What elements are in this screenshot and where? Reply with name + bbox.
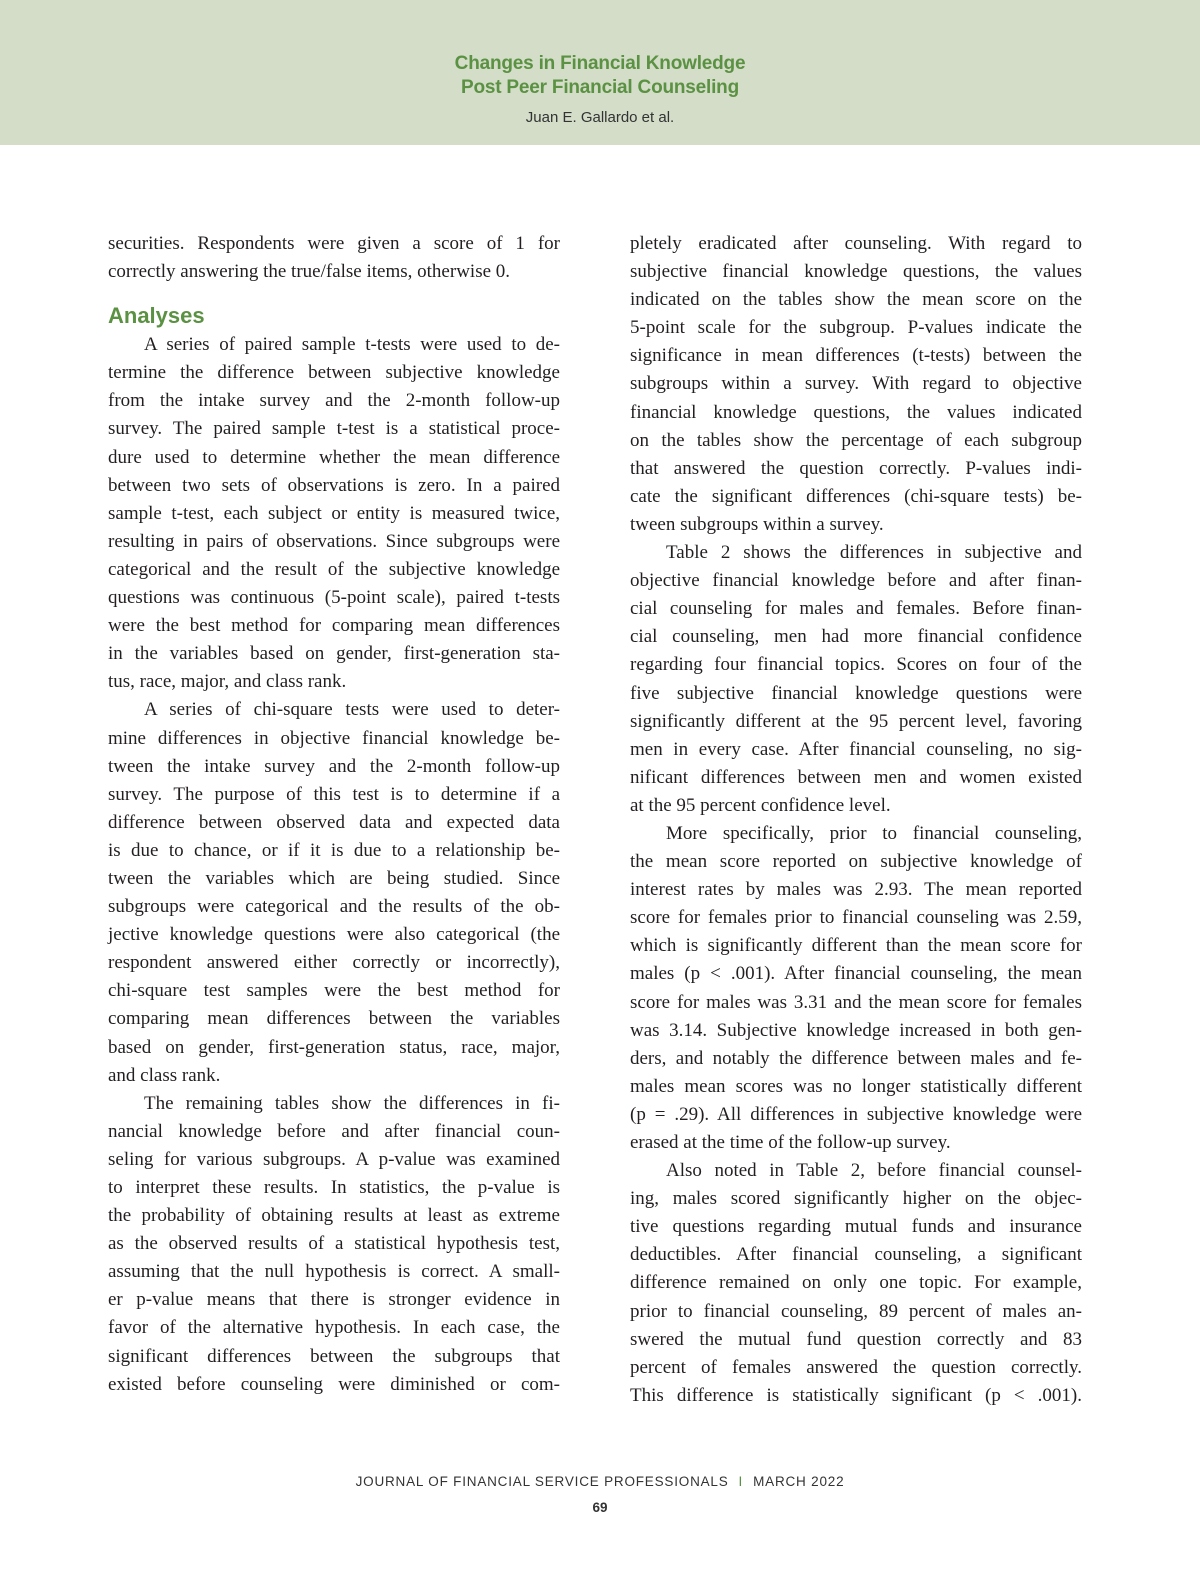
text-line: significance in mean differences (t-tests) between the — [630, 345, 1082, 367]
text-line: dure used to determine whether the mean difference — [108, 446, 560, 468]
text-line: sample t-test, each subject or entity is measured twice, — [108, 502, 560, 524]
text-line: based on gender, first-generation status, race, major, — [108, 1036, 560, 1058]
text-line: was 3.14. Subjective knowledge increased in both gen- — [630, 1019, 1082, 1041]
text-line: which is significantly different than the mean score for — [630, 935, 1082, 957]
left-column — [108, 230, 560, 1399]
text-line: comparing mean differences between the variables — [108, 1008, 560, 1030]
text-line: jective knowledge questions were also categorical (the — [108, 924, 560, 946]
paragraph-gap — [108, 286, 560, 300]
text-line: termine the difference between subjective knowledge — [108, 362, 560, 384]
text-line: subgroups were categorical and the results of the ob- — [108, 896, 560, 918]
text-line: is due to chance, or if it is due to a relationship be- — [108, 839, 560, 861]
text-line: interest rates by males was 2.93. The mean reported — [630, 879, 1082, 901]
text-line: Table 2 shows the differences in subjective and — [666, 542, 1082, 564]
text-line: This difference is statistically significant (p < .001). — [630, 1384, 1082, 1406]
text-line: Also noted in Table 2, before financial counsel- — [666, 1160, 1082, 1182]
text-line: significantly different at the 95 percent level, favoring — [630, 710, 1082, 732]
text-line: seling for various subgroups. A p-value was examined — [108, 1148, 560, 1170]
text-line: survey. The purpose of this test is to determine if a — [108, 783, 560, 805]
text-line: percent of females answered the question correctly. — [630, 1356, 1082, 1378]
text-line: in the variables based on gender, first-generation sta- — [108, 643, 560, 665]
text-line: as the observed results of a statistical hypothesis test, — [108, 1233, 560, 1255]
text-line: tus, race, major, and class rank. — [108, 671, 347, 693]
text-line: nancial knowledge before and after financial coun- — [108, 1120, 560, 1142]
text-line: securities. Respondents were given a score of 1 for — [108, 233, 560, 254]
text-line: significant differences between the subgroups that — [108, 1345, 560, 1367]
text-line: ing, males scored significantly higher on the objec- — [630, 1188, 1082, 1210]
text-line: to interpret these results. In statistics, the p-value is — [108, 1177, 560, 1198]
text-line: existed before counseling were diminished or com- — [108, 1373, 560, 1395]
text-line: cial counseling, men had more financial confidence — [630, 626, 1082, 648]
text-line: More specifically, prior to financial counseling, — [666, 822, 1082, 844]
article-title-line-2: Post Peer Financial Counseling — [460, 77, 739, 98]
text-line: financial knowledge questions, the values indicated — [630, 401, 1082, 423]
text-line: tween subgroups within a survey. — [630, 513, 884, 535]
text-line: subgroups within a survey. With regard to objective — [630, 373, 1082, 395]
text-line: between two sets of observations is zero. In a paired — [108, 474, 560, 496]
text-line: pletely eradicated after counseling. With regard to — [630, 233, 1082, 254]
text-line: assuming that the null hypothesis is correct. A small- — [108, 1261, 560, 1283]
text-line: regarding four financial topics. Scores on four of the — [630, 654, 1082, 676]
text-line: the probability of obtaining results at least as extreme — [108, 1205, 560, 1227]
text-line: deductibles. After financial counseling, a significant — [630, 1244, 1082, 1266]
text-line: that answered the question correctly. P-values indi- — [630, 457, 1082, 479]
journal-name: JOURNAL OF FINANCIAL SERVICE PROFESSIONALS — [355, 1474, 729, 1489]
text-line: and class rank. — [108, 1064, 221, 1086]
text-line: chi-square test samples were the best method for — [108, 980, 560, 1002]
section-heading: Analyses — [108, 303, 205, 329]
text-line: nificant differences between men and women existed — [630, 766, 1082, 788]
text-line: five subjective financial knowledge questions were — [630, 682, 1082, 704]
text-line: were the best method for comparing mean differences — [108, 615, 560, 637]
right-column — [630, 230, 1082, 1410]
text-line: score for females prior to financial counseling was 2.59, — [630, 907, 1082, 929]
text-line: categorical and the result of the subjective knowledge — [108, 558, 560, 580]
article-title-line-1: Changes in Financial Knowledge — [454, 53, 746, 74]
footer-separator: I — [738, 1474, 744, 1489]
text-line: respondent answered either correctly or incorrectly), — [108, 952, 560, 974]
text-line: subjective financial knowledge questions, the values — [630, 261, 1082, 283]
text-line: A series of chi-square tests were used to deter- — [144, 699, 560, 721]
text-line: on the tables show the percentage of each subgroup — [630, 429, 1082, 451]
text-line: prior to financial counseling, 89 percent of males an- — [630, 1300, 1082, 1322]
text-line: tive questions regarding mutual funds and insurance — [630, 1216, 1082, 1238]
text-line: at the 95 percent confidence level. — [630, 794, 891, 816]
page-number: 69 — [592, 1500, 608, 1515]
text-line: ders, and notably the difference between males and fe- — [630, 1047, 1082, 1069]
text-line: men in every case. After financial counseling, no sig- — [630, 738, 1082, 760]
text-line: 5-point scale for the subgroup. P-values indicate the — [630, 317, 1082, 339]
text-line: the mean score reported on subjective knowledge of — [630, 851, 1082, 873]
text-line: correctly answering the true/false items, otherwise 0. — [108, 261, 511, 283]
text-line: er p-value means that there is stronger evidence in — [108, 1289, 560, 1311]
text-line: males (p < .001). After financial counseling, the mean — [630, 963, 1082, 985]
text-line: The remaining tables show the differences in fi- — [144, 1092, 560, 1114]
text-line: resulting in pairs of observations. Since subgroups were — [108, 530, 560, 552]
text-line: questions was continuous (5-point scale), paired t-tests — [108, 587, 560, 609]
text-line: from the intake survey and the 2-month follow-up — [108, 390, 560, 412]
text-line: mine differences in objective financial knowledge be- — [108, 727, 560, 749]
text-line: indicated on the tables show the mean score on the — [630, 289, 1082, 311]
text-line: cial counseling for males and females. Before finan- — [630, 598, 1082, 620]
text-line: (p = .29). All differences in subjective knowledge were — [630, 1103, 1082, 1125]
text-line: survey. The paired sample t-test is a statistical proce- — [108, 418, 560, 440]
journal-footer — [0, 1474, 1200, 1489]
text-line: favor of the alternative hypothesis. In each case, the — [108, 1317, 560, 1339]
text-line: score for males was 3.31 and the mean score for females — [630, 991, 1082, 1013]
text-line: tween the intake survey and the 2-month follow-up — [108, 755, 560, 777]
article-authors: Juan E. Gallardo et al. — [525, 109, 675, 126]
text-line: A series of paired sample t-tests were used to de- — [144, 334, 560, 356]
text-line: difference remained on only one topic. For example, — [630, 1272, 1082, 1294]
issue-date: MARCH 2022 — [753, 1474, 845, 1489]
text-line: erased at the time of the follow-up survey. — [630, 1132, 951, 1153]
text-line: males mean scores was no longer statistically different — [630, 1075, 1082, 1097]
text-line: objective financial knowledge before and after finan- — [630, 570, 1082, 592]
text-line: cate the significant differences (chi-square tests) be- — [630, 485, 1082, 507]
text-line: difference between observed data and expected data — [108, 811, 560, 833]
text-line: swered the mutual fund question correctly and 83 — [630, 1328, 1082, 1350]
text-line: tween the variables which are being studied. Since — [108, 867, 560, 889]
